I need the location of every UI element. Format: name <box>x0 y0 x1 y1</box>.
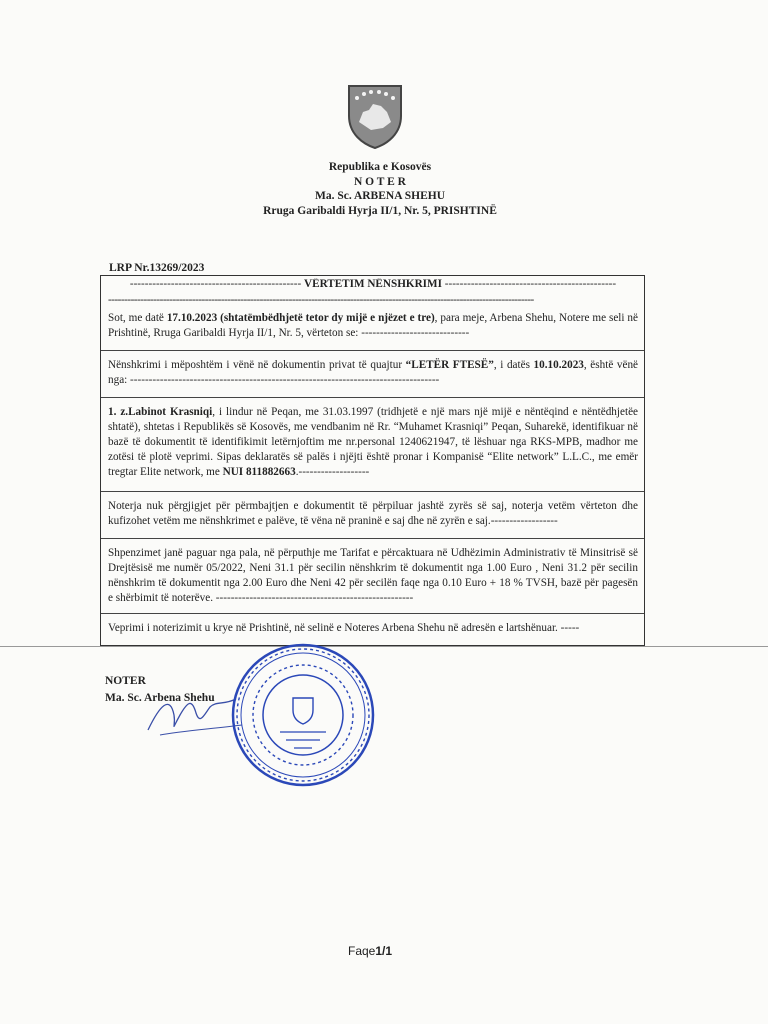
section-divider <box>101 491 644 492</box>
section-divider <box>101 613 644 614</box>
certificate-box <box>100 275 645 646</box>
notary-seal-stamp <box>228 640 378 790</box>
page-rule <box>0 646 768 647</box>
paragraph-date: Sot, me datë 17.10.2023 (shtatëmbëdhjetë tetor dy mijë e njëzet e tre), para meje, Arbena Shehu, Notere me seli në Prishtinë, Rruga Garibaldi Hyrja II/1, Nr. 5, vërteton se: ----------------------------- <box>108 312 638 339</box>
notary-header <box>200 160 560 218</box>
header-notary-name: Ma. Sc. ARBENA SHEHU <box>314 190 446 202</box>
paragraph-place: Veprimi i noterizimit u kryе në Prishtinë, në selinë e Noteres Arbena Shehu në adresën e lartshënuar. ----- <box>108 622 580 634</box>
section-divider <box>101 538 644 539</box>
signature-role: NOTER <box>105 675 146 687</box>
header-office: N O T E R <box>354 175 406 188</box>
paragraph-signatory: 1. z.Labinot Krasniqi, i lindur në Peqan, me 31.03.1997 (tridhjetë e një mars një mijë e nëntëqind e nëntëdhjetëe shtatë), shtetas i Republikës së Kosovës, me vendbanim në Rr. “Muhamet Krasniqi” Peqan, Suharekë, identifikuar në bazë të dokumentit të identifikimit letërnjoftim me nr.personal 1240621947, të lëshuar nga RKS-MPB, madhor me zotësi të plotë veprimi. Sipas deklaratës së palës i njëjti është pronar i Kompanisë “Elite network” L.L.C., me emër tregtar Elite network, me NUI 811882663.------------------- <box>108 406 638 478</box>
signature-name: Ma. Sc. Arbena Shehu <box>105 692 215 704</box>
header-country: Republika e Kosovës <box>328 161 432 173</box>
section-divider <box>101 397 644 398</box>
paragraph-liability: Noterja nuk përgjigjet për përmbajtjen e dokumentit të përpiluar jashtë zyrës së saj, noterja vetëm vërteton dhe kufizohet vetëm me nënshkrimet e palëve, të vëna në praninë e saj dhe në zyrën e saj.------------------ <box>108 500 638 527</box>
dash-row: ------------------------------------------------------------------------------------------------------------------------------------ <box>108 294 534 306</box>
header-address: Rruga Garibaldi Hyrja II/1, Nr. 5, PRISHTINË <box>263 204 497 217</box>
section-divider <box>101 350 644 351</box>
page-number: Faqe1/1 <box>348 944 393 958</box>
paragraph-document: Nënshkrimi i mëposhtëm i vënë në dokumentin privat të quajtur “LETËR FTESË”, i datës 10.10.2023, është vënë nga: ----------------------------------------------------------------------------------- <box>108 359 639 386</box>
paragraph-fees: Shpenzimet janë paguar nga pala, në përputhje me Tarifat e përcaktuara në Udhëzimin Administrativ të Minsitrisë së Drejtësisë me numër 05/2022, Neni 31.1 për secilin nënshkrim të dokumentit nga 1.00 Euro , Neni 31.2 për secilin nënshkrim të dokumentit nga 2.00 Euro dhe Neni 42 për secilën faqe nga 0.10 Euro + 18 % TVSH, bazë për pagesën e shërbimit të noterëve. ----------------------------------------------------- <box>108 547 638 604</box>
lrp-number: LRP Nr.13269/2023 <box>109 262 205 274</box>
title-row: ---------------------------------------------- VËRTETIM NËNSHKRIMI ---------------------------------------------- <box>129 278 617 290</box>
certificate-title: VËRTETIM NËNSHKRIMI <box>304 278 442 290</box>
kosovo-coat-of-arms-icon <box>343 82 407 150</box>
